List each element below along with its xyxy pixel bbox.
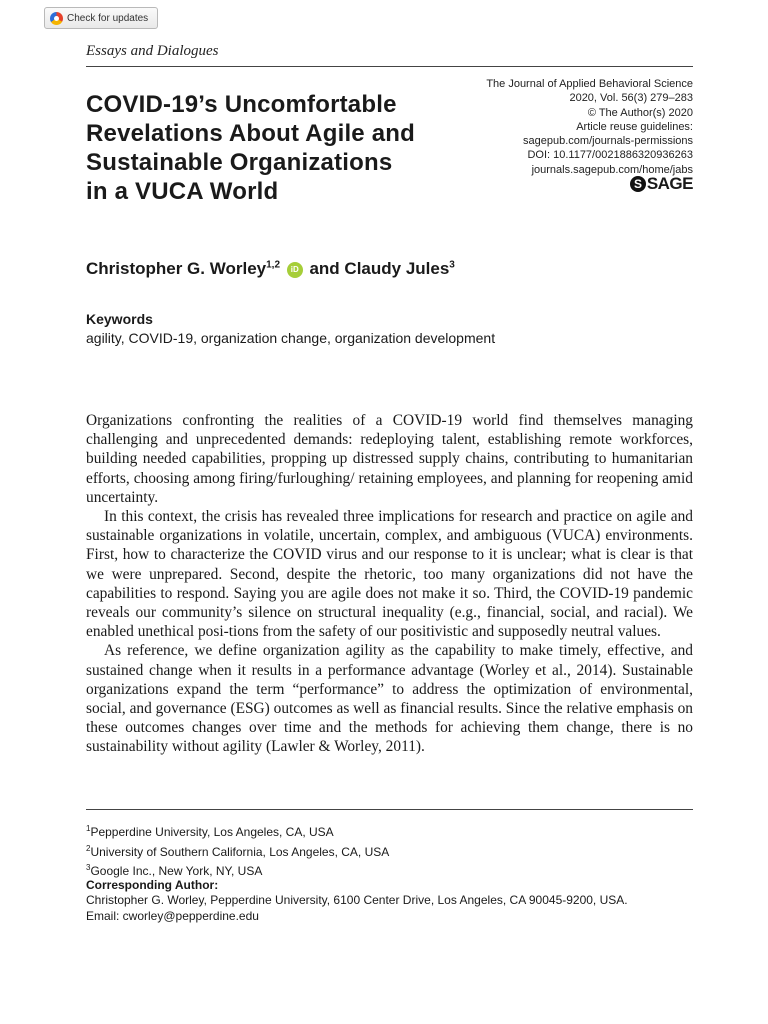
body-paragraph: In this context, the crisis has revealed three implications for research and practice on agile and sustainable organizations in volatile, uncertain, complex, and ambiguous (VUCA) environments. First, how to characterize the COVID virus and our response to it is unclear; what is clear is that we were unprepared. Second, despite the rhetoric, too many organizations did not have the capabilities to respond. Saying you are agile does not make it so. Third, the COVID-19 pandemic reveals our community’s silence on structural inequality (e.g., financial, social, and racial). We enabled unethical posi-tions from the safety of our positivistic and supposedly neutral values. xyxy=(86,508,693,641)
body-paragraph: As reference, we define organization agility as the capability to make timely, effective, and sustained change when it results in a performance advantage (Worley et al., 2014). Sustainable organizations expand the term “performance” to address the optimization of environmental, social, and governance (ESG) outcomes as well as financial results. Since the relative emphasis on these outcomes changes over time and the methods for achieving them change, there is no sustainability without agility (Lawler & Worley, 2011). xyxy=(86,642,693,756)
check-for-updates-button[interactable] xyxy=(44,7,158,29)
title-line: COVID-19’s Uncomfortable xyxy=(86,91,397,118)
affiliation-text: University of Southern California, Los Angeles, CA, USA xyxy=(90,844,390,859)
copyright: © The Author(s) 2020 xyxy=(587,106,693,119)
author-affiliation-marker: 3 xyxy=(449,259,455,271)
section-label: Essays and Dialogues xyxy=(86,43,219,59)
affiliations xyxy=(86,821,389,880)
title-line: Sustainable Organizations xyxy=(86,149,393,176)
journal-name: The Journal of Applied Behavioral Science xyxy=(486,78,693,90)
corresponding-author-heading: Corresponding Author: xyxy=(86,878,219,892)
affiliation-number: 3 xyxy=(86,863,91,872)
affiliation-text: Pepperdine University, Los Angeles, CA, USA xyxy=(90,825,334,839)
doi-link[interactable]: DOI: 10.1177/0021886320936263 xyxy=(527,149,693,162)
journal-home-link[interactable]: journals.sagepub.com/home/jabs xyxy=(531,163,693,176)
affiliation-item xyxy=(86,860,389,880)
article-body xyxy=(86,411,693,757)
affiliation-text: Google Inc., New York, NY, USA xyxy=(90,864,263,878)
author-connector: and xyxy=(304,259,345,278)
sage-logo xyxy=(630,174,693,194)
author-affiliation-marker: 1,2 xyxy=(266,259,281,271)
crossmark-icon xyxy=(50,12,63,25)
corresponding-author-email[interactable]: Email: cworley@pepperdine.edu xyxy=(86,908,259,923)
author-name[interactable]: Claudy Jules xyxy=(344,259,450,278)
title-line: in a VUCA World xyxy=(86,178,279,205)
keywords-list: agility, COVID-19, organization change, organization development xyxy=(86,330,496,346)
footnote-divider xyxy=(86,809,693,810)
sage-s-icon: S xyxy=(630,176,646,192)
affiliation-item xyxy=(86,821,389,841)
journal-volume: 2020, Vol. 56(3) 279–283 xyxy=(569,92,693,105)
top-divider xyxy=(86,66,693,67)
author-line xyxy=(86,259,455,279)
affiliation-number: 1 xyxy=(86,824,91,833)
title-line: Revelations About Agile and xyxy=(86,120,415,147)
orcid-icon[interactable]: iD xyxy=(287,262,303,278)
corresponding-author-address: Christopher G. Worley, Pepperdine University, 6100 Center Drive, Los Angeles, CA 90045-9200, USA. xyxy=(86,893,628,907)
keywords-heading: Keywords xyxy=(86,311,153,327)
sage-wordmark: SAGE xyxy=(646,174,693,193)
permissions-link[interactable]: sagepub.com/journals-permissions xyxy=(523,135,693,148)
corresponding-author-details xyxy=(86,893,706,924)
affiliation-item xyxy=(86,841,389,861)
body-paragraph: Organizations confronting the realities of a COVID-19 world find themselves managing challenging and unprecedented demands: redeploying talent, establishing remote workforces, building needed capabilities, propping up distressed supply chains, contributing to humanitarian efforts, choosing among firing/furloughing/ retaining employees, and planning for reopening amid uncertainty. xyxy=(86,412,693,506)
journal-info xyxy=(433,77,693,177)
affiliation-number: 2 xyxy=(86,843,91,853)
reuse-guidelines-label: Article reuse guidelines: xyxy=(576,120,693,133)
article-title xyxy=(86,90,486,206)
author-name[interactable]: Christopher G. Worley xyxy=(86,259,267,278)
check-for-updates-label: Check for updates xyxy=(67,12,149,24)
